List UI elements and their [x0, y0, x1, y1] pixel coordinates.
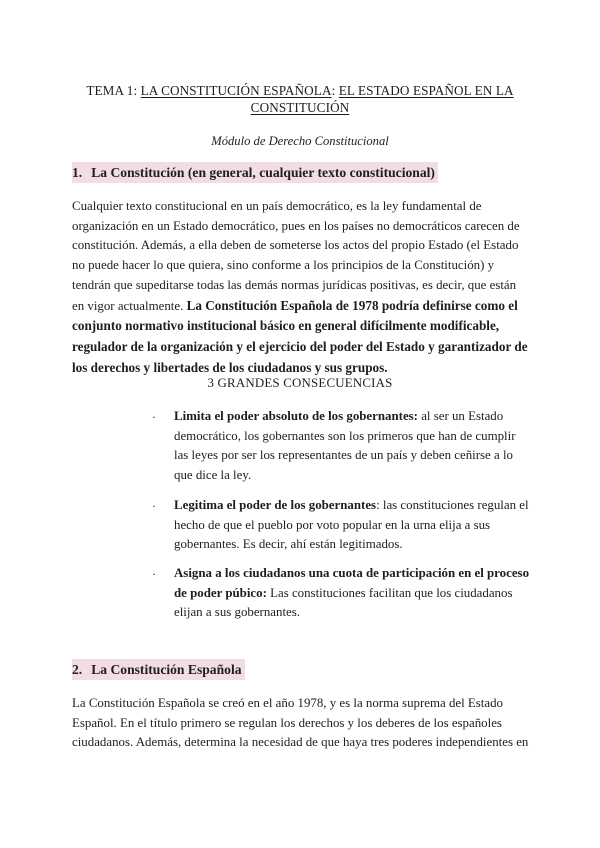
- bullet-item-bold: Limita el poder absoluto de los gobernantes:: [174, 409, 418, 423]
- bullet-marker: ·: [152, 410, 156, 424]
- consequences-heading: 3 GRANDES CONSECUENCIAS: [207, 376, 393, 390]
- section-2-number: 2.: [72, 662, 83, 677]
- bullet-marker: ·: [152, 499, 156, 513]
- bullet-item-bold: Legitima el poder de los gobernantes: [174, 498, 377, 512]
- section-2-paragraph: La Constitución Española se creó en el año 1978, y es la norma suprema del Estado Español. En el título primero se regulan los derechos y los deberes de los españoles ciudadanos. Además, determina la necesidad de que haya tres poderes independientes en: [72, 696, 529, 750]
- document-subtitle: Módulo de Derecho Constitucional: [211, 134, 389, 148]
- section-1-paragraph: [72, 197, 530, 378]
- bullet-item-text: al ser un Estado democrático, los gobernantes son los primeros que han de cumplir las leyes por ser los representantes de un país y deben ceñirse a lo que dice la ley.: [174, 409, 516, 483]
- bullet-item: [174, 564, 530, 623]
- section-1-number: 1.: [72, 165, 83, 180]
- bullet-item-bold: Asigna a los ciudadanos una cuota de participación en el proceso de poder púbico:: [174, 566, 530, 600]
- section-2-heading: [72, 659, 245, 680]
- title-part-1: LA CONSTITUCIÓN ESPAÑOLA: [140, 83, 332, 98]
- title-separator: :: [331, 83, 339, 98]
- bullet-item: [174, 496, 530, 555]
- section-1-heading-text: La Constitución (en general, cualquier texto constitucional): [91, 165, 435, 180]
- section-2-heading-text: La Constitución Española: [91, 662, 242, 677]
- bullet-marker: ·: [152, 567, 156, 581]
- section-1-heading: [72, 162, 438, 183]
- section-1-body-plain: Cualquier texto constitucional en un país democrático, es la ley fundamental de organización en un Estado democrático, pues en los países no democráticos carecen de constitución. Además, a ella deben de someterse los actos del propio Estado (el Estado no puede hacer lo que quiera, sino conforme a los principios de la Constitución) y tendrán que supeditarse todas las demás normas jurídicas positivas, es decir, que están en vigor actualmente.: [72, 199, 520, 313]
- section-1-body-bold: La Constitución Española de 1978 podría definirse como el conjunto normativo institucional básico en general difícilmente modificable, regulador de la organización y el ejercicio del poder del Estado y garantizador de los derechos y libertades de los ciudadanos y sus grupos.: [72, 297, 528, 375]
- bullet-item-text: Las constituciones facilitan que los ciudadanos elijan a sus gobernantes.: [174, 585, 513, 620]
- bullet-item-text: : las constituciones regulan el hecho de que el pueblo por voto popular en la urna elija a sus gobernantes. Es decir, ahí están legitimados.: [174, 498, 529, 552]
- title-prefix: TEMA 1:: [86, 83, 141, 98]
- bullet-item: [174, 407, 530, 486]
- title-part-2: EL ESTADO ESPAÑOL EN LA CONSTITUCIÓN: [250, 83, 514, 115]
- document-title: [70, 82, 530, 116]
